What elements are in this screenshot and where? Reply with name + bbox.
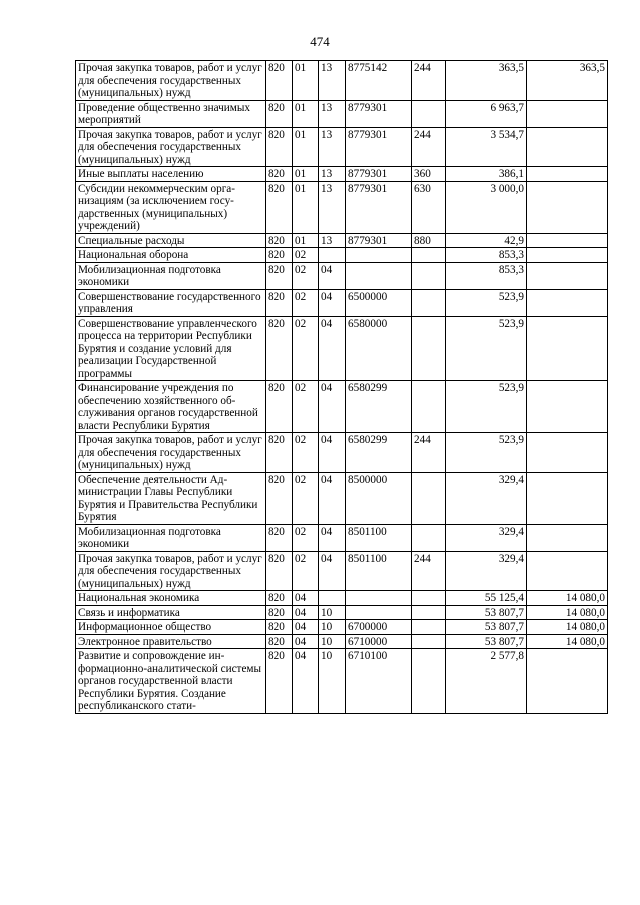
- row-amount-cell: 42,9: [446, 233, 527, 248]
- row-grbs-cell: 820: [266, 233, 293, 248]
- row-expense-type-cell: [412, 262, 446, 289]
- row-subsection-cell: 10: [319, 649, 346, 714]
- table-row: [76, 127, 608, 167]
- row-section-cell: 04: [293, 620, 319, 635]
- row-subsection-cell: 04: [319, 289, 346, 316]
- table-row: [76, 433, 608, 473]
- row-section-cell: 02: [293, 472, 319, 524]
- row-subsection-cell: 10: [319, 634, 346, 649]
- row-amount-cell: 2 577,8: [446, 649, 527, 714]
- row-amount-extra-cell: [527, 433, 608, 473]
- row-subsection-cell: [319, 591, 346, 606]
- row-amount-extra-cell: [527, 316, 608, 381]
- row-section-cell: 02: [293, 316, 319, 381]
- row-target-article-cell: [346, 262, 412, 289]
- row-expense-type-cell: [412, 100, 446, 127]
- row-target-article-cell: 6710100: [346, 649, 412, 714]
- row-amount-extra-cell: [527, 289, 608, 316]
- row-target-article-cell: [346, 591, 412, 606]
- row-subsection-cell: 04: [319, 316, 346, 381]
- row-expense-type-cell: [412, 524, 446, 551]
- row-grbs-cell: 820: [266, 433, 293, 473]
- row-subsection-cell: 13: [319, 233, 346, 248]
- row-amount-cell: 386,1: [446, 167, 527, 182]
- row-section-cell: 01: [293, 167, 319, 182]
- row-amount-extra-cell: 14 080,0: [527, 591, 608, 606]
- row-target-article-cell: 8779301: [346, 233, 412, 248]
- row-amount-extra-cell: [527, 472, 608, 524]
- row-section-cell: 02: [293, 524, 319, 551]
- row-amount-cell: 523,9: [446, 433, 527, 473]
- row-amount-cell: 523,9: [446, 289, 527, 316]
- table-row: [76, 591, 608, 606]
- row-amount-extra-cell: 363,5: [527, 61, 608, 101]
- table-row: [76, 262, 608, 289]
- row-subsection-cell: 04: [319, 472, 346, 524]
- row-amount-cell: 853,3: [446, 248, 527, 263]
- row-section-cell: 01: [293, 181, 319, 233]
- row-amount-extra-cell: [527, 167, 608, 182]
- row-name-cell: Мобилизационная подготовка экономики: [76, 262, 266, 289]
- row-name-cell: Информационное общество: [76, 620, 266, 635]
- row-expense-type-cell: 244: [412, 433, 446, 473]
- row-amount-cell: 53 807,7: [446, 634, 527, 649]
- row-amount-cell: 329,4: [446, 472, 527, 524]
- row-amount-extra-cell: [527, 233, 608, 248]
- row-name-cell: Прочая закупка товаров, работ и услуг для обеспечения государственных (муниципальных) нужд: [76, 61, 266, 101]
- row-amount-extra-cell: 14 080,0: [527, 620, 608, 635]
- row-grbs-cell: 820: [266, 61, 293, 101]
- row-amount-extra-cell: [527, 381, 608, 433]
- table-row: [76, 620, 608, 635]
- row-target-article-cell: 6580299: [346, 381, 412, 433]
- row-name-cell: Электронное правительство: [76, 634, 266, 649]
- table-row: [76, 100, 608, 127]
- table-row: [76, 248, 608, 263]
- row-amount-cell: 853,3: [446, 262, 527, 289]
- row-amount-extra-cell: 14 080,0: [527, 605, 608, 620]
- row-section-cell: 01: [293, 127, 319, 167]
- row-expense-type-cell: 244: [412, 127, 446, 167]
- row-grbs-cell: 820: [266, 289, 293, 316]
- row-amount-cell: 6 963,7: [446, 100, 527, 127]
- row-target-article-cell: [346, 248, 412, 263]
- row-name-cell: Прочая закупка товаров, работ и услуг для обеспечения государственных (муниципальных) нужд: [76, 433, 266, 473]
- row-grbs-cell: 820: [266, 472, 293, 524]
- row-section-cell: 01: [293, 233, 319, 248]
- row-grbs-cell: 820: [266, 591, 293, 606]
- row-name-cell: Связь и информатика: [76, 605, 266, 620]
- row-section-cell: 04: [293, 591, 319, 606]
- row-amount-cell: 329,4: [446, 551, 527, 591]
- row-section-cell: 02: [293, 381, 319, 433]
- row-target-article-cell: 6710000: [346, 634, 412, 649]
- table-row: [76, 551, 608, 591]
- row-grbs-cell: 820: [266, 634, 293, 649]
- row-expense-type-cell: [412, 472, 446, 524]
- row-expense-type-cell: [412, 634, 446, 649]
- row-section-cell: 01: [293, 61, 319, 101]
- row-grbs-cell: 820: [266, 381, 293, 433]
- row-grbs-cell: 820: [266, 605, 293, 620]
- row-name-cell: Обеспечение деятельности Администрации Главы Республики Бурятия и Правительства Республики Бурятия: [76, 472, 266, 524]
- row-name-cell: Совершенствование управленческого процесса на территории Республики Бурятия и создание условий для реализации Государственной программы: [76, 316, 266, 381]
- table-row: [76, 61, 608, 101]
- row-target-article-cell: 8775142: [346, 61, 412, 101]
- row-amount-cell: 3 534,7: [446, 127, 527, 167]
- row-expense-type-cell: [412, 381, 446, 433]
- row-amount-extra-cell: 14 080,0: [527, 634, 608, 649]
- row-amount-extra-cell: [527, 551, 608, 591]
- row-target-article-cell: 8779301: [346, 181, 412, 233]
- table-row: [76, 167, 608, 182]
- table-row: [76, 605, 608, 620]
- row-name-cell: Мобилизационная подготовка экономики: [76, 524, 266, 551]
- row-grbs-cell: 820: [266, 649, 293, 714]
- row-name-cell: Проведение общественно значимых мероприятий: [76, 100, 266, 127]
- row-section-cell: 04: [293, 649, 319, 714]
- row-section-cell: 02: [293, 289, 319, 316]
- row-expense-type-cell: 630: [412, 181, 446, 233]
- row-target-article-cell: 6580299: [346, 433, 412, 473]
- row-grbs-cell: 820: [266, 524, 293, 551]
- row-subsection-cell: 13: [319, 100, 346, 127]
- row-amount-extra-cell: [527, 181, 608, 233]
- row-target-article-cell: 6700000: [346, 620, 412, 635]
- row-expense-type-cell: 244: [412, 551, 446, 591]
- row-subsection-cell: 04: [319, 381, 346, 433]
- table-row: [76, 381, 608, 433]
- row-target-article-cell: 8501100: [346, 551, 412, 591]
- row-grbs-cell: 820: [266, 248, 293, 263]
- row-grbs-cell: 820: [266, 316, 293, 381]
- row-subsection-cell: 10: [319, 620, 346, 635]
- budget-table: [75, 60, 608, 714]
- row-name-cell: Иные выплаты населению: [76, 167, 266, 182]
- row-name-cell: Субсидии некоммерческим организациям (за исключением государственных (муниципальных) учреждений): [76, 181, 266, 233]
- row-expense-type-cell: [412, 620, 446, 635]
- row-section-cell: 02: [293, 248, 319, 263]
- row-grbs-cell: 820: [266, 167, 293, 182]
- table-row: [76, 634, 608, 649]
- row-grbs-cell: 820: [266, 551, 293, 591]
- row-section-cell: 02: [293, 551, 319, 591]
- row-expense-type-cell: 244: [412, 61, 446, 101]
- row-subsection-cell: 04: [319, 262, 346, 289]
- table-row: [76, 316, 608, 381]
- row-subsection-cell: 04: [319, 524, 346, 551]
- row-subsection-cell: 13: [319, 167, 346, 182]
- row-amount-extra-cell: [527, 524, 608, 551]
- row-expense-type-cell: [412, 649, 446, 714]
- row-name-cell: Национальная экономика: [76, 591, 266, 606]
- row-name-cell: Финансирование учреждения по обеспечению хозяйственного обслуживания органов государственной власти Республики Бурятия: [76, 381, 266, 433]
- row-grbs-cell: 820: [266, 127, 293, 167]
- row-target-article-cell: 6580000: [346, 316, 412, 381]
- row-amount-extra-cell: [527, 262, 608, 289]
- row-grbs-cell: 820: [266, 100, 293, 127]
- row-target-article-cell: 8779301: [346, 100, 412, 127]
- row-target-article-cell: 6500000: [346, 289, 412, 316]
- table-row: [76, 524, 608, 551]
- row-amount-cell: 329,4: [446, 524, 527, 551]
- table-row: [76, 472, 608, 524]
- table-row: [76, 233, 608, 248]
- table-row: [76, 649, 608, 714]
- row-target-article-cell: 8779301: [346, 127, 412, 167]
- row-section-cell: 01: [293, 100, 319, 127]
- row-target-article-cell: 8501100: [346, 524, 412, 551]
- row-amount-cell: 53 807,7: [446, 620, 527, 635]
- row-subsection-cell: 13: [319, 127, 346, 167]
- row-section-cell: 04: [293, 634, 319, 649]
- row-name-cell: Совершенствование государственного управления: [76, 289, 266, 316]
- row-name-cell: Специальные расходы: [76, 233, 266, 248]
- row-amount-extra-cell: [527, 100, 608, 127]
- row-section-cell: 02: [293, 262, 319, 289]
- row-target-article-cell: 8500000: [346, 472, 412, 524]
- row-subsection-cell: 04: [319, 551, 346, 591]
- row-name-cell: Прочая закупка товаров, работ и услуг для обеспечения государственных (муниципальных) нужд: [76, 551, 266, 591]
- table-row: [76, 289, 608, 316]
- row-amount-extra-cell: [527, 248, 608, 263]
- row-section-cell: 04: [293, 605, 319, 620]
- row-amount-cell: 55 125,4: [446, 591, 527, 606]
- row-subsection-cell: 04: [319, 433, 346, 473]
- row-expense-type-cell: 880: [412, 233, 446, 248]
- row-amount-extra-cell: [527, 649, 608, 714]
- row-amount-cell: 53 807,7: [446, 605, 527, 620]
- row-subsection-cell: 13: [319, 181, 346, 233]
- row-subsection-cell: 10: [319, 605, 346, 620]
- page-number: 474: [310, 34, 330, 49]
- row-subsection-cell: 13: [319, 61, 346, 101]
- row-expense-type-cell: 360: [412, 167, 446, 182]
- row-grbs-cell: 820: [266, 181, 293, 233]
- row-expense-type-cell: [412, 605, 446, 620]
- row-target-article-cell: [346, 605, 412, 620]
- row-amount-cell: 3 000,0: [446, 181, 527, 233]
- budget-table-body: [76, 61, 608, 714]
- row-expense-type-cell: [412, 591, 446, 606]
- row-name-cell: Прочая закупка товаров, работ и услуг для обеспечения государственных (муниципальных) нужд: [76, 127, 266, 167]
- table-row: [76, 181, 608, 233]
- row-subsection-cell: [319, 248, 346, 263]
- row-section-cell: 02: [293, 433, 319, 473]
- row-amount-cell: 523,9: [446, 381, 527, 433]
- row-amount-cell: 523,9: [446, 316, 527, 381]
- row-expense-type-cell: [412, 316, 446, 381]
- row-name-cell: Развитие и сопровождение информационно-аналитической системы органов государственной власти Республики Бурятия. Создание республиканского стати-: [76, 649, 266, 714]
- row-expense-type-cell: [412, 248, 446, 263]
- row-amount-cell: 363,5: [446, 61, 527, 101]
- row-grbs-cell: 820: [266, 620, 293, 635]
- row-target-article-cell: 8779301: [346, 167, 412, 182]
- row-expense-type-cell: [412, 289, 446, 316]
- row-amount-extra-cell: [527, 127, 608, 167]
- row-name-cell: Национальная оборона: [76, 248, 266, 263]
- row-grbs-cell: 820: [266, 262, 293, 289]
